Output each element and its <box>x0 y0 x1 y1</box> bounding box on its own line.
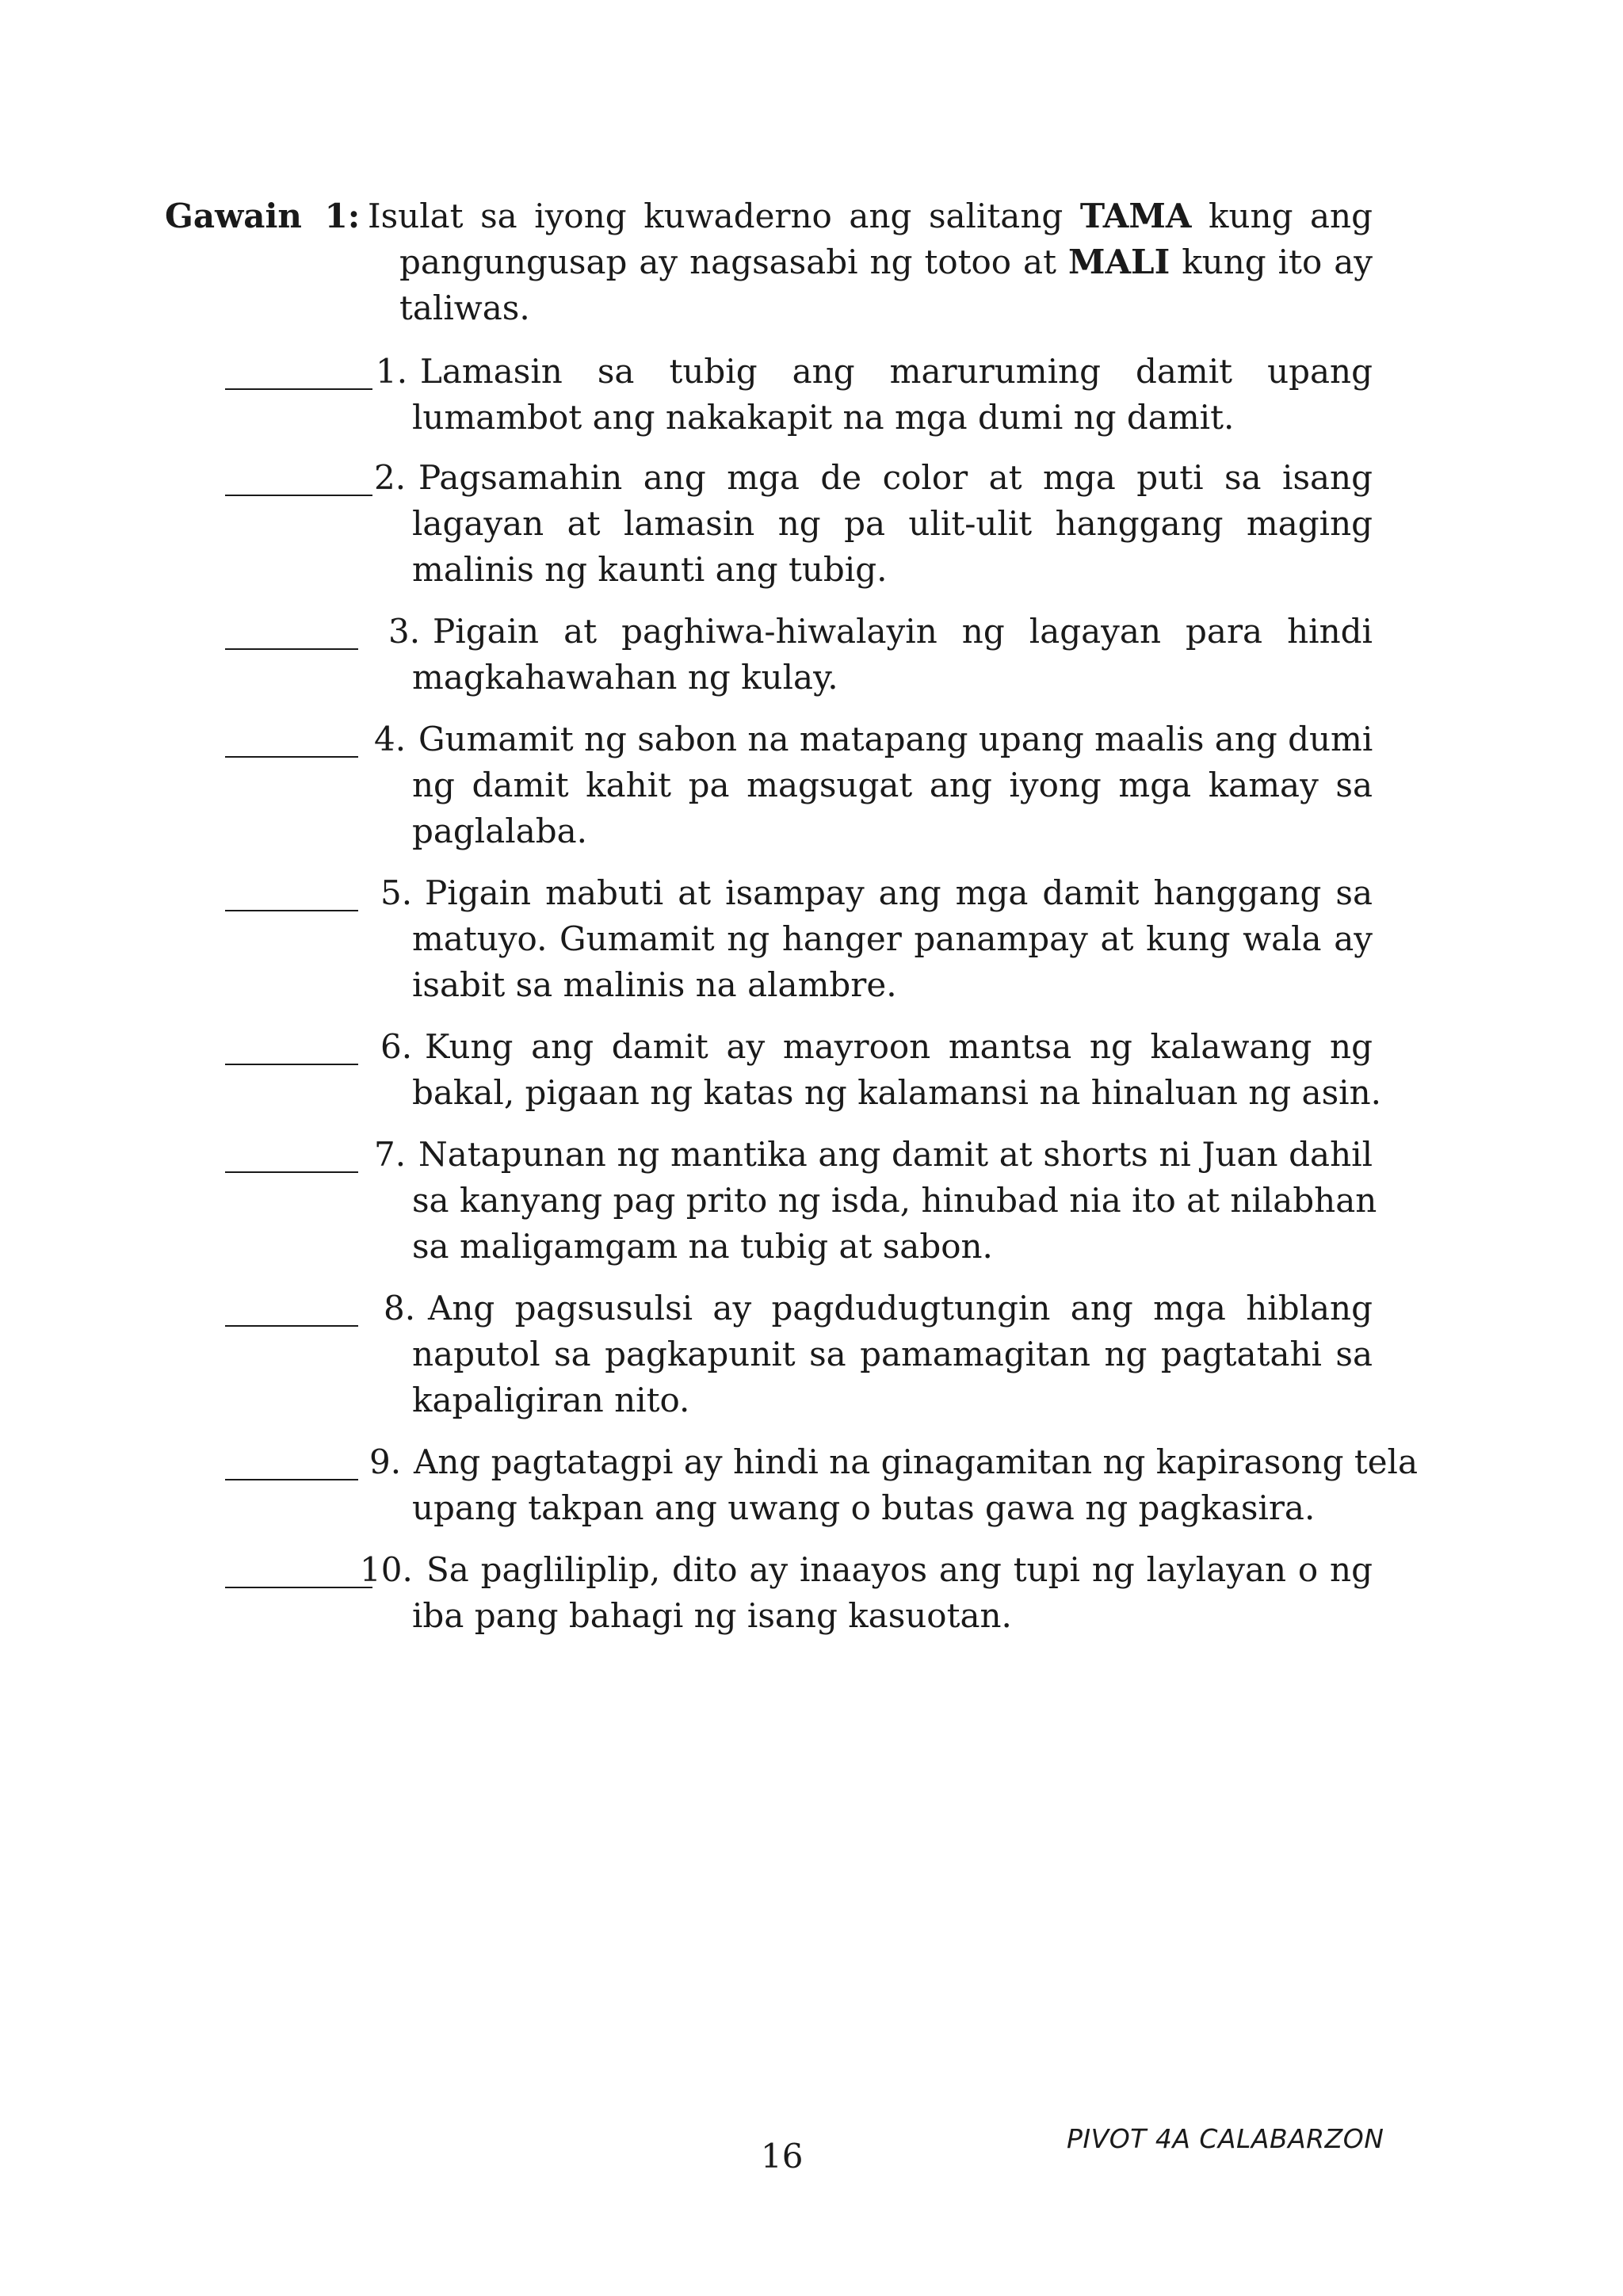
question-text <box>412 1439 1419 1531</box>
question-text-line: isabit sa malinis na alambre. <box>412 965 897 1004</box>
question-number: 2. <box>374 458 407 497</box>
question-text <box>412 1024 1381 1116</box>
answer-blank[interactable] <box>225 756 358 758</box>
answer-blank[interactable] <box>225 1479 358 1480</box>
keyword-tama: TAMA <box>1079 197 1192 235</box>
question-text-line: Pagsamahin ang mga de color at mga puti sa isang <box>418 458 1373 497</box>
question-text-line: Ang pagtatagpi ay hindi na ginagamitan ng kapirasong tela <box>414 1442 1419 1481</box>
question-text <box>412 870 1373 1008</box>
answer-blank[interactable] <box>225 388 372 390</box>
question-number: 4. <box>374 720 407 758</box>
question-text-line: lumambot ang nakakapit na mga dumi ng damit. <box>412 398 1235 437</box>
instruction-line-3: taliwas. <box>399 288 530 327</box>
question-text-line: malinis ng kaunti ang tubig. <box>412 550 888 589</box>
question-text-line: naputol sa pagkapunit sa pamamagitan ng pagtatahi sa <box>412 1335 1373 1373</box>
question-text <box>412 1547 1373 1639</box>
question-text-line: Kung ang damit ay mayroon mantsa ng kalawang ng <box>425 1027 1373 1066</box>
question-text <box>412 1132 1377 1270</box>
footer-brand: PIVOT 4A CALABARZON <box>1067 2123 1384 2154</box>
answer-blank[interactable] <box>225 1171 358 1173</box>
question-text-line: upang takpan ang uwang o butas gawa ng pagkasira. <box>412 1488 1316 1527</box>
question-number: 3. <box>388 612 421 651</box>
question-number: 5. <box>380 873 413 912</box>
question-text <box>412 1286 1373 1423</box>
question-text-line: paglalaba. <box>412 812 588 850</box>
question-text-line: iba pang bahagi ng isang kasuotan. <box>412 1596 1012 1635</box>
question-number: 1. <box>376 352 408 391</box>
question-text-line: Pigain mabuti at isampay ang mga damit hanggang sa <box>425 873 1373 912</box>
question-text-line: kapaligiran nito. <box>412 1381 690 1419</box>
question-text-line: Gumamit ng sabon na matapang upang maalis ang dumi <box>418 720 1373 758</box>
question-text <box>412 455 1373 593</box>
question-text-line: sa maligamgam na tubig at sabon. <box>412 1227 993 1266</box>
answer-blank[interactable] <box>225 1064 358 1065</box>
question-text-line: lagayan at lamasin ng pa ulit-ulit hanggang maging <box>412 504 1373 543</box>
answer-blank[interactable] <box>225 910 358 911</box>
instruction-text <box>368 193 1373 331</box>
question-text-line: Sa pagliliplip, dito ay inaayos ang tupi ng laylayan o ng <box>426 1550 1373 1589</box>
instruction-line-1: Isulat sa iyong kuwaderno ang salitang TAMA kung ang <box>368 197 1373 235</box>
answer-blank[interactable] <box>225 495 372 496</box>
question-number: 7. <box>374 1135 407 1174</box>
question-text-line: sa kanyang pag prito ng isda, hinubad nia ito at nilabhan <box>412 1181 1377 1220</box>
instruction-line-2: pangungusap ay nagsasabi ng totoo at MALI kung ito ay <box>399 243 1373 281</box>
question-number: 10. <box>360 1550 413 1589</box>
keyword-mali: MALI <box>1067 243 1170 281</box>
question-number: 6. <box>380 1027 413 1066</box>
activity-label: Gawain 1: <box>165 197 361 235</box>
question-text-line: Pigain at paghiwa-hiwalayin ng lagayan para hindi <box>433 612 1373 651</box>
question-text-line: magkahawahan ng kulay. <box>412 658 838 697</box>
question-text-line: Lamasin sa tubig ang maruruming damit upang <box>420 352 1373 391</box>
question-text-line: ng damit kahit pa magsugat ang iyong mga kamay sa <box>412 766 1373 804</box>
question-text-line: Natapunan ng mantika ang damit at shorts ni Juan dahil <box>418 1135 1373 1174</box>
question-number: 9. <box>369 1442 402 1481</box>
answer-blank[interactable] <box>225 1325 358 1327</box>
answer-blank[interactable] <box>225 1587 372 1588</box>
question-number: 8. <box>384 1289 416 1328</box>
question-text-line: Ang pagsusulsi ay pagdudugtungin ang mga hiblang <box>428 1289 1373 1328</box>
question-text <box>412 716 1373 854</box>
page-number: 16 <box>761 2137 804 2176</box>
question-text-line: matuyo. Gumamit ng hanger panampay at kung wala ay <box>412 919 1373 958</box>
question-text <box>412 349 1373 441</box>
question-text <box>412 609 1373 701</box>
answer-blank[interactable] <box>225 648 358 650</box>
question-text-line: bakal, pigaan ng katas ng kalamansi na hinaluan ng asin. <box>412 1073 1381 1112</box>
